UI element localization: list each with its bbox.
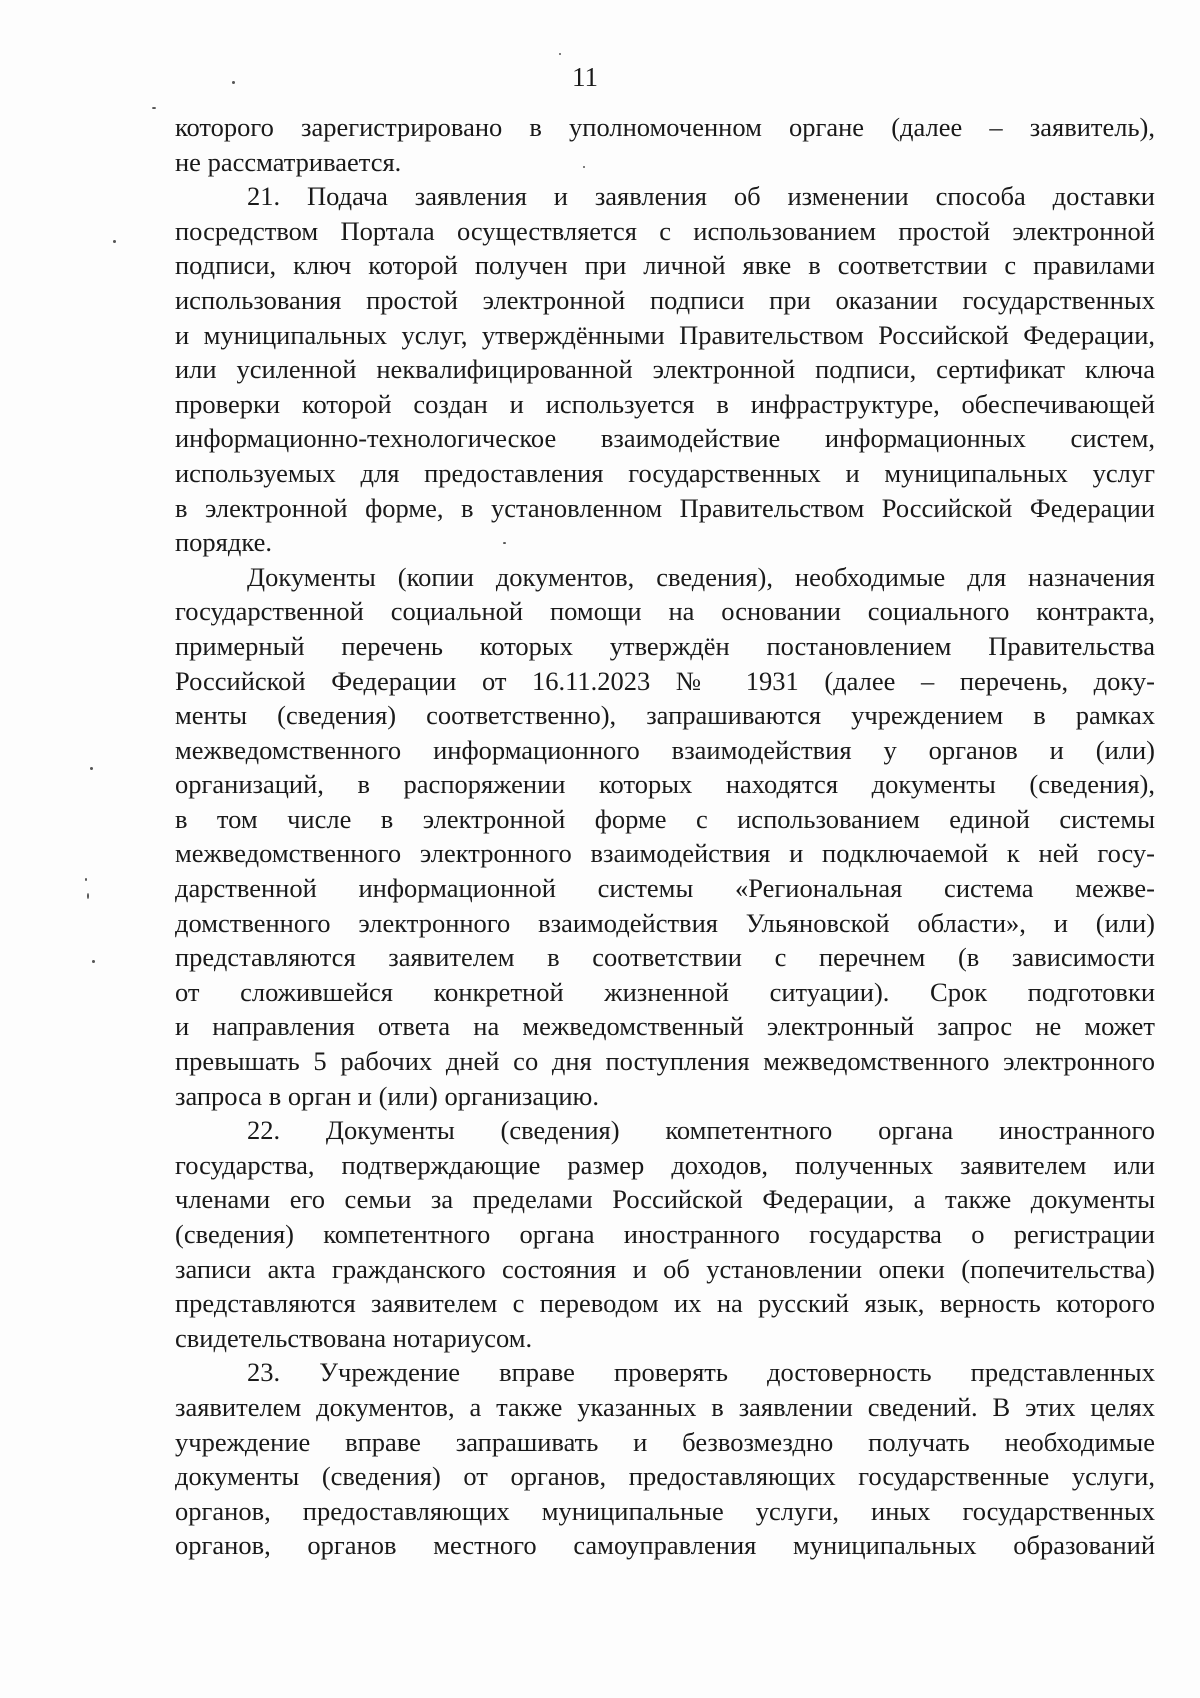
text-line: в том числе в электронной форме с использованием единой системы [175, 803, 1155, 834]
scan-speck [85, 878, 87, 881]
text-line: представляются заявителем с переводом их на русский язык, верность которого [175, 1288, 1155, 1319]
text-line: Российской Федерации от 16.11.2023 № 1931 (далее – перечень, доку- [175, 665, 1155, 696]
text-line: не рассматривается. [175, 146, 402, 177]
text-line: примерный перечень которых утверждён постановлением Правительства [175, 630, 1155, 661]
text-line: членами его семьи за пределами Российской Федерации, а также документы [175, 1184, 1155, 1215]
text-line: и муниципальных услуг, утверждёнными Правительством Российской Федерации, [175, 319, 1155, 350]
paragraph-documents [175, 560, 1155, 1114]
scan-speck [503, 542, 506, 544]
scan-speck [87, 893, 89, 899]
scan-speck [232, 81, 235, 84]
paragraph-22 [175, 1113, 1155, 1355]
scan-speck [90, 767, 93, 770]
text-line: государства, подтверждающие размер доходов, полученных заявителем или [175, 1149, 1155, 1180]
text-line: межведомственного электронного взаимодействия и подключаемой к ней госу- [175, 838, 1155, 869]
text-line: запроса в орган и (или) организацию. [175, 1080, 599, 1111]
text-line: менты (сведения) соответственно), запрашиваются учреждением в рамках [175, 700, 1155, 731]
page-number: 11 [572, 62, 598, 92]
text-line: используемых для предоставления государственных и муниципальных услуг [175, 457, 1155, 488]
scan-speck [583, 166, 585, 168]
scan-speck [113, 240, 116, 243]
text-line: представляются заявителем в соответствии с перечнем (в зависимости [175, 942, 1155, 973]
text-line: в электронной форме, в установленном Правительством Российской Федерации [175, 492, 1155, 523]
text-line: государственной социальной помощи на основании социального контракта, [175, 596, 1155, 627]
text-line: документы (сведения) от органов, предоставляющих государственные услуги, [175, 1461, 1155, 1492]
text-line: (сведения) компетентного органа иностранного государства о регистрации [175, 1219, 1155, 1249]
text-line: дарственной информационной системы «Региональная система межве- [175, 873, 1155, 904]
text-line: заявителем документов, а также указанных в заявлении сведений. В этих целях [175, 1391, 1155, 1422]
text-line: и направления ответа на межведомственный электронный запрос не может [175, 1011, 1155, 1042]
text-line: Документы (копии документов, сведения), необходимые для назначения [247, 561, 1155, 592]
text-line: информационно-технологическое взаимодействие информационных систем, [175, 423, 1155, 454]
text-line: подписи, ключ которой получен при личной явке в соответствии с правилами [175, 250, 1155, 281]
paragraph-23 [175, 1355, 1155, 1563]
text-line: превышать 5 рабочих дней со дня поступления межведомственного электронного [175, 1046, 1155, 1077]
text-line: учреждение вправе запрашивать и безвозмездно получать необходимые [175, 1426, 1155, 1457]
text-line: записи акта гражданского состояния и об установлении опеки (попечительства) [175, 1253, 1155, 1284]
text-line: 22. Документы (сведения) компетентного органа иностранного [247, 1115, 1155, 1146]
paragraph-21 [175, 179, 1155, 560]
scan-speck [152, 107, 156, 109]
text-line: посредством Портала осуществляется с использованием простой электронной [175, 215, 1155, 246]
text-line: домственного электронного взаимодействия Ульяновской области», и (или) [175, 907, 1155, 938]
text-line: использования простой электронной подписи при оказании государственных [175, 284, 1155, 315]
scan-speck [92, 960, 95, 963]
text-line: органов, органов местного самоуправления муниципальных образований [175, 1530, 1155, 1561]
text-line: проверки которой создан и используется в инфраструктуре, обеспечивающей [175, 388, 1155, 419]
scan-speck [559, 53, 561, 55]
text-line: которого зарегистрировано в уполномоченном органе (далее – заявитель), [175, 112, 1155, 142]
text-line: порядке. [175, 527, 272, 558]
text-line: или усиленной неквалифицированной электронной подписи, сертификат ключа [175, 354, 1155, 385]
text-line: от сложившейся конкретной жизненной ситуации). Срок подготовки [175, 976, 1155, 1007]
text-line: свидетельствована нотариусом. [175, 1322, 533, 1353]
text-line: 23. Учреждение вправе проверять достоверность представленных [247, 1357, 1155, 1388]
text-line: органов, предоставляющих муниципальные услуги, иных государственных [175, 1495, 1155, 1526]
text-line: организаций, в распоряжении которых находятся документы (сведения), [175, 769, 1155, 800]
paragraph-continuation [175, 110, 1155, 179]
text-line: межведомственного информационного взаимодействия у органов и (или) [175, 734, 1155, 765]
text-line: 21. Подача заявления и заявления об изменении способа доставки [247, 181, 1155, 212]
document-body [175, 110, 1155, 1563]
